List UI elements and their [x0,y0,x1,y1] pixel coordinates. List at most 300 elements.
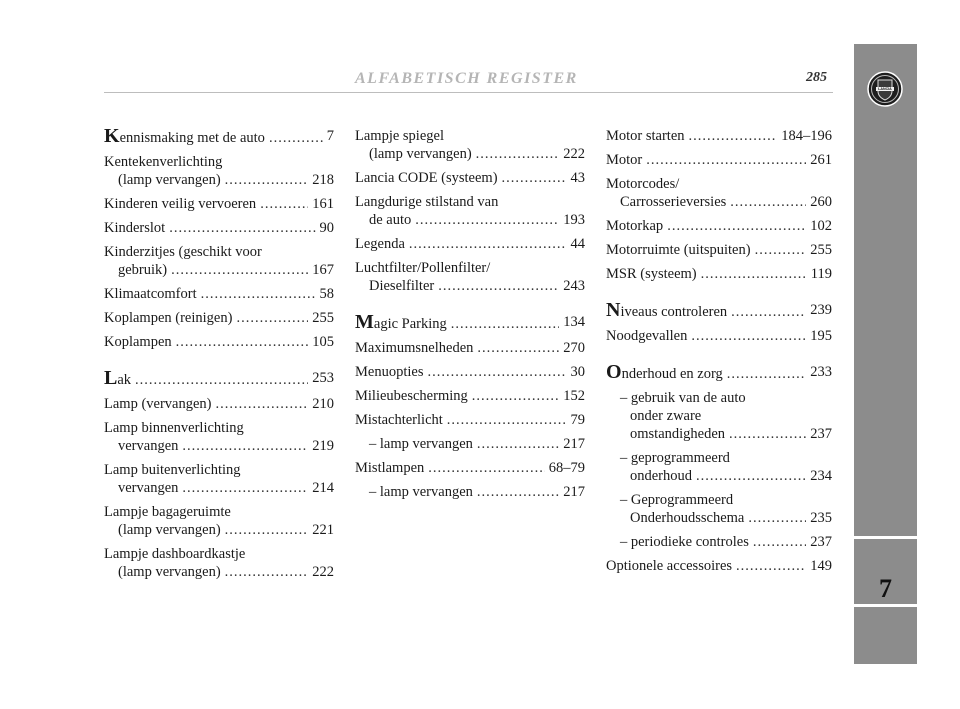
index-line [104,545,334,563]
index-term-text: (lamp vervangen) [369,146,472,162]
index-term [118,521,221,539]
index-page-ref[interactable]: 255 [810,242,832,258]
index-line [606,467,832,485]
index-term-text: omstandigheden [630,426,726,442]
index-term-text: Noodgevallen [606,328,688,344]
index-page-ref[interactable]: 43 [570,170,585,186]
index-page-ref[interactable]: 184–196 [781,128,832,144]
index-term [355,363,423,381]
index-page-ref[interactable]: 217 [563,484,585,500]
index-term-text: vervangen [118,480,179,496]
leader-dots [236,309,308,327]
index-entry [606,491,832,527]
leader-dots [169,219,315,237]
index-term [355,339,473,357]
index-entry [104,195,334,213]
leader-dots [755,241,807,259]
index-term-text: Lamp (vervangen) [104,396,212,412]
index-entry [104,545,334,581]
leader-dots [427,363,566,381]
leader-dots [472,387,559,405]
index-term [104,219,165,237]
index-term [355,193,498,211]
index-term-text: Motor starten [606,128,685,144]
index-term-text: Lamp buitenverlichting [104,462,241,478]
index-line [606,491,832,509]
index-term-text: Dieselfilter [369,278,435,294]
index-term [118,261,167,279]
leader-dots [729,425,806,443]
index-page-ref[interactable]: 255 [312,310,334,326]
index-line [104,437,334,455]
index-line [104,461,334,479]
index-term-text: Menuopties [355,364,424,380]
index-line [606,151,832,169]
index-term-text: Mistlampen [355,460,425,476]
index-page-ref[interactable]: 253 [312,370,334,386]
index-entry [606,175,832,211]
index-entry [104,395,334,413]
index-entry [606,217,832,235]
index-page-ref[interactable]: 119 [810,266,832,282]
index-line [355,259,585,277]
index-line [104,153,334,171]
index-line [606,557,832,575]
index-term [355,235,405,253]
index-page-ref[interactable]: 235 [810,510,832,526]
index-entry [104,153,334,189]
index-page-ref[interactable]: 79 [570,412,585,428]
index-line [606,241,832,259]
index-page-ref[interactable]: 234 [810,468,832,484]
index-term-text: – geprogrammeerd [620,450,730,466]
index-line [104,563,334,581]
index-line [104,333,334,351]
index-line [104,479,334,497]
chapter-number: 7 [879,574,892,603]
index-line [606,389,832,407]
index-term-text: Legenda [355,236,405,252]
index-line [104,395,334,413]
index-term-text: Motor [606,152,643,168]
index-line [104,369,334,389]
leader-dots [225,563,309,581]
leader-dots [451,313,559,333]
index-term-text: Optionele accessoires [606,558,733,574]
index-line [355,411,585,429]
index-term-text: – gebruik van de auto [620,390,746,406]
index-term [355,259,490,277]
section-initial: M [355,311,374,333]
index-term-text: Kentekenverlichting [104,154,223,170]
index-entry [355,313,585,333]
index-page-ref[interactable]: 218 [312,172,334,188]
index-column-2 [355,127,585,507]
index-term-text: ak [117,372,132,388]
index-term-text: ennismaking met de auto [119,130,265,146]
index-term [355,127,444,145]
logo-text: LANCIA [878,87,892,92]
index-term [118,437,178,455]
index-line [355,235,585,253]
index-line [355,277,585,295]
index-line [606,509,832,527]
index-page-ref[interactable]: 260 [810,194,832,210]
index-term-text: Motorkap [606,218,664,234]
index-entry [355,339,585,357]
index-term [606,557,732,575]
index-page-ref[interactable]: 167 [312,262,334,278]
index-line [606,449,832,467]
leader-dots [477,339,559,357]
index-line [355,435,585,453]
index-term [104,461,241,479]
index-term-text: Lampje dashboardkastje [104,546,246,562]
index-term [369,211,411,229]
index-term-text: Mistachterlicht [355,412,443,428]
index-page-ref[interactable]: 217 [563,436,585,452]
index-term-text: (lamp vervangen) [118,172,221,188]
index-term-text: (lamp vervangen) [118,522,221,538]
index-line [104,219,334,237]
index-entry [104,285,334,303]
index-term [104,503,231,521]
index-entry [606,389,832,443]
index-term [104,333,172,351]
index-entry [104,461,334,497]
index-page-ref[interactable]: 237 [810,426,832,442]
index-entry [606,449,832,485]
index-line [606,193,832,211]
index-term-text: nderhoud en zorg [621,366,723,382]
leader-dots [176,333,309,351]
index-term-text: iveaus controleren [620,304,728,320]
index-page-ref[interactable]: 221 [312,522,334,538]
index-entry [104,419,334,455]
chapter-sidebar [854,44,917,664]
index-column-1 [104,127,334,587]
leader-dots [689,127,778,145]
leader-dots [447,411,567,429]
index-term-text: – lamp vervangen [369,436,473,452]
leader-dots [731,301,806,321]
index-term-text: – periodieke controles [620,534,749,550]
index-term-text: Lamp binnenverlichting [104,420,244,436]
index-term [104,545,245,563]
index-term [104,127,265,147]
index-entry [606,127,832,145]
index-page-ref[interactable]: 152 [563,388,585,404]
leader-dots [225,171,309,189]
index-entry [355,411,585,429]
index-term [620,449,730,467]
leader-dots [182,479,308,497]
index-term [620,491,733,509]
leader-dots [135,369,308,389]
index-page-ref[interactable]: 102 [810,218,832,234]
section-initial: O [606,361,622,383]
index-line [104,521,334,539]
index-line [355,387,585,405]
leader-dots [667,217,806,235]
index-page-ref[interactable]: 68–79 [548,460,585,476]
leader-dots [753,533,806,551]
leader-dots [409,235,567,253]
section-initial: N [606,299,621,321]
index-term [630,407,701,425]
index-entry [104,219,334,237]
index-entry [606,241,832,259]
index-term [606,217,663,235]
index-term-text: Lampje spiegel [355,128,444,144]
index-term [118,563,221,581]
index-term-text: vervangen [118,438,179,454]
leader-dots [730,193,806,211]
index-term-text: Onderhoudsschema [630,510,745,526]
index-line [104,419,334,437]
index-term [104,153,222,171]
index-page-ref[interactable]: 214 [312,480,334,496]
index-page-ref[interactable]: 239 [810,302,832,318]
index-entry [355,387,585,405]
index-line [606,363,832,383]
leader-dots [502,169,567,187]
index-line [104,503,334,521]
leader-dots [269,127,323,147]
index-line [606,175,832,193]
index-line [606,217,832,235]
index-line [104,309,334,327]
index-line [104,171,334,189]
index-term [606,265,697,283]
index-term [606,241,751,259]
index-line [606,533,832,551]
index-entry [355,235,585,253]
index-line [606,407,832,425]
index-term [606,127,685,145]
index-term-text: MSR (systeem) [606,266,697,282]
index-entry [104,309,334,327]
index-entry [104,243,334,279]
index-entry [355,169,585,187]
index-term [104,285,197,303]
index-term [620,533,749,551]
index-entry [355,363,585,381]
index-term [620,389,746,407]
leader-dots [646,151,806,169]
index-line [104,243,334,261]
index-term-text: agic Parking [373,316,447,332]
index-term [104,195,256,213]
index-term-text: de auto [369,212,412,228]
index-term [118,479,178,497]
index-entry [104,503,334,539]
index-line [355,459,585,477]
index-page-ref[interactable]: 58 [319,286,334,302]
index-term [606,327,687,345]
page-number: 285 [806,70,827,85]
index-page-ref[interactable]: 195 [810,328,832,344]
index-line [104,285,334,303]
leader-dots [691,327,806,345]
index-term-text: Klimaatcomfort [104,286,197,302]
section-initial: L [104,367,118,389]
index-line [104,127,334,147]
index-term-text: (lamp vervangen) [118,564,221,580]
index-line [104,261,334,279]
index-term-text: Maximumsnelheden [355,340,474,356]
index-page-ref[interactable]: 243 [563,278,585,294]
page-header-title: ALFABETISCH REGISTER [355,70,578,87]
index-term [369,483,473,501]
index-entry [355,459,585,477]
index-term [355,411,443,429]
index-term-text: Milieubescherming [355,388,468,404]
index-term-text: Motorcodes/ [606,176,680,192]
sidebar-divider [854,536,917,539]
index-page-ref[interactable]: 161 [312,196,334,212]
index-term [118,171,221,189]
index-entry [606,363,832,383]
index-entry [355,127,585,163]
index-page-ref[interactable]: 134 [563,314,585,330]
index-entry [355,193,585,229]
index-line [355,483,585,501]
index-page-ref[interactable]: 233 [810,364,832,380]
sidebar-divider [854,604,917,607]
index-term [369,145,472,163]
index-entry [104,333,334,351]
index-term-text: gebruik) [118,262,168,278]
index-term [104,419,244,437]
index-line [606,127,832,145]
index-line [104,195,334,213]
index-entry [355,483,585,501]
index-term-text: Koplampen [104,334,172,350]
index-entry [606,533,832,551]
index-term [104,395,212,413]
index-page-ref[interactable]: 219 [312,438,334,454]
index-term [630,425,725,443]
index-line [355,127,585,145]
index-page-ref[interactable]: 7 [326,128,334,144]
index-line [355,193,585,211]
leader-dots [428,459,544,477]
index-term [630,509,744,527]
index-term-text: Lancia CODE (systeem) [355,170,498,186]
index-page-ref[interactable]: 105 [312,334,334,350]
index-term-text: onder zware [630,408,702,424]
leader-dots [477,483,559,501]
index-line [355,145,585,163]
index-page-ref[interactable]: 261 [810,152,832,168]
index-term [355,313,447,333]
index-term [355,459,424,477]
index-page-ref[interactable]: 30 [570,364,585,380]
index-term [369,277,434,295]
index-entry [104,369,334,389]
index-line [606,265,832,283]
index-term-text: – lamp vervangen [369,484,473,500]
index-page-ref[interactable]: 270 [563,340,585,356]
index-term-text: Carrosserieversies [620,194,727,210]
leader-dots [736,557,806,575]
leader-dots [216,395,309,413]
header-rule [104,92,833,93]
index-line [606,327,832,345]
index-page-ref[interactable]: 222 [312,564,334,580]
index-page-ref[interactable]: 210 [312,396,334,412]
index-term [606,151,642,169]
leader-dots [696,467,806,485]
leader-dots [171,261,308,279]
index-term [620,193,726,211]
index-page-ref[interactable]: 193 [563,212,585,228]
index-term-text: onderhoud [630,468,693,484]
index-term-text: Kinderslot [104,220,166,236]
index-term [630,467,692,485]
index-line [606,301,832,321]
leader-dots [748,509,806,527]
index-term-text: Kinderzitjes (geschikt voor [104,244,262,260]
index-line [355,363,585,381]
index-page-ref[interactable]: 222 [563,146,585,162]
lancia-logo-icon [867,71,903,107]
index-column-3 [606,127,832,581]
index-line [606,425,832,443]
index-entry [355,435,585,453]
index-page-ref[interactable]: 237 [810,534,832,550]
index-entry [104,127,334,147]
leader-dots [438,277,559,295]
index-term [355,169,498,187]
index-page-ref[interactable]: 44 [570,236,585,252]
index-term [104,309,232,327]
index-entry [355,259,585,295]
leader-dots [476,145,560,163]
index-entry [606,327,832,345]
leader-dots [701,265,807,283]
index-term-text: Kinderen veilig vervoeren [104,196,257,212]
index-term [355,387,468,405]
index-line [355,339,585,357]
leader-dots [477,435,559,453]
index-page-ref[interactable]: 90 [319,220,334,236]
index-term [104,243,262,261]
index-term-text: Langdurige stilstand van [355,194,499,210]
index-term [606,363,723,383]
section-initial: K [104,125,120,147]
index-term-text: Motorruimte (uitspuiten) [606,242,751,258]
index-term [606,175,679,193]
leader-dots [415,211,559,229]
leader-dots [260,195,308,213]
index-entry [606,301,832,321]
index-page-ref[interactable]: 149 [810,558,832,574]
leader-dots [727,363,806,383]
index-term [104,369,131,389]
index-entry [606,557,832,575]
leader-dots [225,521,309,539]
index-term-text: – Geprogrammeerd [620,492,734,508]
leader-dots [182,437,308,455]
index-term-text: Lampje bagageruimte [104,504,231,520]
index-entry [606,265,832,283]
index-line [355,313,585,333]
index-term [369,435,473,453]
index-entry [606,151,832,169]
leader-dots [201,285,316,303]
